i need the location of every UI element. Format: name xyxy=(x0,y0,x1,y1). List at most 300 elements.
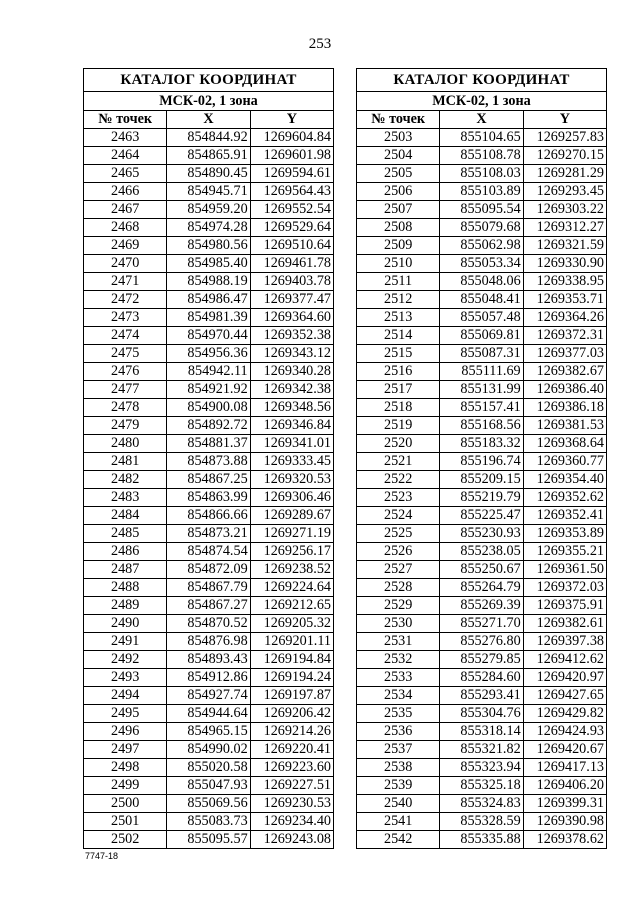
table-row xyxy=(84,219,334,237)
table-row xyxy=(84,651,334,669)
x-coordinate-cell: 855057.48 xyxy=(440,309,523,327)
point-number-cell: 2514 xyxy=(357,327,440,345)
y-coordinate-cell: 1269227.51 xyxy=(250,777,333,795)
y-coordinate-cell: 1269230.53 xyxy=(250,795,333,813)
y-coordinate-cell: 1269372.03 xyxy=(523,579,606,597)
table-row xyxy=(357,453,607,471)
x-coordinate-cell: 854986.47 xyxy=(167,291,250,309)
point-number-cell: 2464 xyxy=(84,147,167,165)
point-number-cell: 2516 xyxy=(357,363,440,381)
point-number-cell: 2463 xyxy=(84,129,167,147)
table-row xyxy=(84,327,334,345)
table-row xyxy=(357,813,607,831)
y-coordinate-cell: 1269364.26 xyxy=(523,309,606,327)
table-row xyxy=(84,471,334,489)
point-number-cell: 2541 xyxy=(357,813,440,831)
point-number-cell: 2538 xyxy=(357,759,440,777)
table-row xyxy=(84,525,334,543)
point-number-cell: 2512 xyxy=(357,291,440,309)
x-coordinate-cell: 855324.83 xyxy=(440,795,523,813)
table-row xyxy=(357,687,607,705)
x-coordinate-cell: 854870.52 xyxy=(167,615,250,633)
table-row xyxy=(357,615,607,633)
table-row xyxy=(357,291,607,309)
point-number-cell: 2509 xyxy=(357,237,440,255)
point-number-cell: 2526 xyxy=(357,543,440,561)
y-coordinate-cell: 1269355.21 xyxy=(523,543,606,561)
table-row xyxy=(357,435,607,453)
y-coordinate-cell: 1269406.20 xyxy=(523,777,606,795)
point-number-cell: 2507 xyxy=(357,201,440,219)
y-coordinate-cell: 1269197.87 xyxy=(250,687,333,705)
x-coordinate-cell: 854942.11 xyxy=(167,363,250,381)
x-coordinate-cell: 855276.80 xyxy=(440,633,523,651)
table-row xyxy=(84,381,334,399)
x-coordinate-cell: 855079.68 xyxy=(440,219,523,237)
point-number-cell: 2475 xyxy=(84,345,167,363)
point-number-cell: 2469 xyxy=(84,237,167,255)
y-coordinate-cell: 1269377.47 xyxy=(250,291,333,309)
table-row xyxy=(357,669,607,687)
table-row xyxy=(357,237,607,255)
table-row xyxy=(357,777,607,795)
x-coordinate-cell: 854927.74 xyxy=(167,687,250,705)
x-coordinate-cell: 855230.93 xyxy=(440,525,523,543)
table-row xyxy=(357,759,607,777)
x-coordinate-cell: 855108.03 xyxy=(440,165,523,183)
column-header-y: Y xyxy=(250,111,333,129)
x-coordinate-cell: 854956.36 xyxy=(167,345,250,363)
point-number-cell: 2513 xyxy=(357,309,440,327)
y-coordinate-cell: 1269243.08 xyxy=(250,831,333,849)
point-number-cell: 2530 xyxy=(357,615,440,633)
y-coordinate-cell: 1269594.61 xyxy=(250,165,333,183)
table-row xyxy=(357,381,607,399)
table-row xyxy=(357,651,607,669)
point-number-cell: 2470 xyxy=(84,255,167,273)
table-row xyxy=(357,489,607,507)
x-coordinate-cell: 854867.25 xyxy=(167,471,250,489)
x-coordinate-cell: 854863.99 xyxy=(167,489,250,507)
table-row xyxy=(357,273,607,291)
table-row xyxy=(357,399,607,417)
table-row xyxy=(357,507,607,525)
x-coordinate-cell: 854867.79 xyxy=(167,579,250,597)
table-row xyxy=(84,777,334,795)
column-header-x: X xyxy=(440,111,523,129)
table-row xyxy=(84,237,334,255)
point-number-cell: 2477 xyxy=(84,381,167,399)
y-coordinate-cell: 1269220.41 xyxy=(250,741,333,759)
point-number-cell: 2481 xyxy=(84,453,167,471)
y-coordinate-cell: 1269390.98 xyxy=(523,813,606,831)
x-coordinate-cell: 855111.69 xyxy=(440,363,523,381)
x-coordinate-cell: 854866.66 xyxy=(167,507,250,525)
y-coordinate-cell: 1269238.52 xyxy=(250,561,333,579)
point-number-cell: 2485 xyxy=(84,525,167,543)
y-coordinate-cell: 1269346.84 xyxy=(250,417,333,435)
point-number-cell: 2483 xyxy=(84,489,167,507)
x-coordinate-cell: 854873.21 xyxy=(167,525,250,543)
table-row xyxy=(357,345,607,363)
x-coordinate-cell: 854900.08 xyxy=(167,399,250,417)
x-coordinate-cell: 854912.86 xyxy=(167,669,250,687)
y-coordinate-cell: 1269427.65 xyxy=(523,687,606,705)
point-number-cell: 2482 xyxy=(84,471,167,489)
point-number-cell: 2499 xyxy=(84,777,167,795)
y-coordinate-cell: 1269417.13 xyxy=(523,759,606,777)
table-row xyxy=(357,183,607,201)
y-coordinate-cell: 1269348.56 xyxy=(250,399,333,417)
point-number-cell: 2534 xyxy=(357,687,440,705)
x-coordinate-cell: 854844.92 xyxy=(167,129,250,147)
x-coordinate-cell: 854876.98 xyxy=(167,633,250,651)
point-number-cell: 2535 xyxy=(357,705,440,723)
point-number-cell: 2520 xyxy=(357,435,440,453)
y-coordinate-cell: 1269281.29 xyxy=(523,165,606,183)
y-coordinate-cell: 1269194.24 xyxy=(250,669,333,687)
point-number-cell: 2504 xyxy=(357,147,440,165)
point-number-cell: 2480 xyxy=(84,435,167,453)
catalog-title: КАТАЛОГ КООРДИНАТ xyxy=(84,69,334,92)
table-row xyxy=(357,525,607,543)
x-coordinate-cell: 854980.56 xyxy=(167,237,250,255)
table-row xyxy=(84,831,334,849)
table-row xyxy=(357,561,607,579)
y-coordinate-cell: 1269429.82 xyxy=(523,705,606,723)
point-number-cell: 2487 xyxy=(84,561,167,579)
y-coordinate-cell: 1269368.64 xyxy=(523,435,606,453)
table-row xyxy=(357,327,607,345)
point-number-cell: 2471 xyxy=(84,273,167,291)
table-row xyxy=(84,165,334,183)
table-row xyxy=(357,363,607,381)
x-coordinate-cell: 855131.99 xyxy=(440,381,523,399)
catalog-title: КАТАЛОГ КООРДИНАТ xyxy=(357,69,607,92)
table-row xyxy=(84,543,334,561)
point-number-cell: 2510 xyxy=(357,255,440,273)
catalog-subtitle: МСК-02, 1 зона xyxy=(84,92,334,111)
point-number-cell: 2472 xyxy=(84,291,167,309)
point-number-cell: 2467 xyxy=(84,201,167,219)
table-row xyxy=(357,741,607,759)
x-coordinate-cell: 855323.94 xyxy=(440,759,523,777)
catalog-body xyxy=(84,129,334,849)
x-coordinate-cell: 855279.85 xyxy=(440,651,523,669)
table-row xyxy=(84,147,334,165)
x-coordinate-cell: 855209.15 xyxy=(440,471,523,489)
x-coordinate-cell: 855048.41 xyxy=(440,291,523,309)
y-coordinate-cell: 1269353.71 xyxy=(523,291,606,309)
table-row xyxy=(357,129,607,147)
point-number-cell: 2468 xyxy=(84,219,167,237)
x-coordinate-cell: 855062.98 xyxy=(440,237,523,255)
y-coordinate-cell: 1269420.67 xyxy=(523,741,606,759)
point-number-cell: 2493 xyxy=(84,669,167,687)
y-coordinate-cell: 1269340.28 xyxy=(250,363,333,381)
point-number-cell: 2542 xyxy=(357,831,440,849)
x-coordinate-cell: 855304.76 xyxy=(440,705,523,723)
point-number-cell: 2466 xyxy=(84,183,167,201)
point-number-cell: 2528 xyxy=(357,579,440,597)
point-number-cell: 2479 xyxy=(84,417,167,435)
y-coordinate-cell: 1269601.98 xyxy=(250,147,333,165)
point-number-cell: 2495 xyxy=(84,705,167,723)
x-coordinate-cell: 854981.39 xyxy=(167,309,250,327)
catalog-subtitle: МСК-02, 1 зона xyxy=(357,92,607,111)
x-coordinate-cell: 855264.79 xyxy=(440,579,523,597)
x-coordinate-cell: 855168.56 xyxy=(440,417,523,435)
x-coordinate-cell: 855335.88 xyxy=(440,831,523,849)
y-coordinate-cell: 1269352.38 xyxy=(250,327,333,345)
table-row xyxy=(84,489,334,507)
point-number-cell: 2517 xyxy=(357,381,440,399)
y-coordinate-cell: 1269352.62 xyxy=(523,489,606,507)
table-row xyxy=(84,201,334,219)
y-coordinate-cell: 1269257.83 xyxy=(523,129,606,147)
point-number-cell: 2505 xyxy=(357,165,440,183)
point-number-cell: 2491 xyxy=(84,633,167,651)
y-coordinate-cell: 1269510.64 xyxy=(250,237,333,255)
y-coordinate-cell: 1269205.32 xyxy=(250,615,333,633)
x-coordinate-cell: 854990.02 xyxy=(167,741,250,759)
x-coordinate-cell: 855238.05 xyxy=(440,543,523,561)
point-number-cell: 2501 xyxy=(84,813,167,831)
table-row xyxy=(84,561,334,579)
y-coordinate-cell: 1269375.91 xyxy=(523,597,606,615)
point-number-cell: 2490 xyxy=(84,615,167,633)
point-number-cell: 2494 xyxy=(84,687,167,705)
y-coordinate-cell: 1269333.45 xyxy=(250,453,333,471)
x-coordinate-cell: 855083.73 xyxy=(167,813,250,831)
column-header-point-number: № точек xyxy=(84,111,167,129)
x-coordinate-cell: 854945.71 xyxy=(167,183,250,201)
x-coordinate-cell: 854893.43 xyxy=(167,651,250,669)
point-number-cell: 2523 xyxy=(357,489,440,507)
point-number-cell: 2500 xyxy=(84,795,167,813)
point-number-cell: 2525 xyxy=(357,525,440,543)
x-coordinate-cell: 855069.56 xyxy=(167,795,250,813)
x-coordinate-cell: 855108.78 xyxy=(440,147,523,165)
y-coordinate-cell: 1269382.61 xyxy=(523,615,606,633)
table-row xyxy=(84,687,334,705)
y-coordinate-cell: 1269412.62 xyxy=(523,651,606,669)
table-row xyxy=(84,759,334,777)
x-coordinate-cell: 855293.41 xyxy=(440,687,523,705)
y-coordinate-cell: 1269381.53 xyxy=(523,417,606,435)
table-row xyxy=(84,507,334,525)
table-row xyxy=(357,255,607,273)
table-row xyxy=(84,255,334,273)
point-number-cell: 2524 xyxy=(357,507,440,525)
table-row xyxy=(357,831,607,849)
y-coordinate-cell: 1269529.64 xyxy=(250,219,333,237)
x-coordinate-cell: 855271.70 xyxy=(440,615,523,633)
table-row xyxy=(84,597,334,615)
table-row xyxy=(84,615,334,633)
y-coordinate-cell: 1269386.18 xyxy=(523,399,606,417)
table-row xyxy=(357,795,607,813)
y-coordinate-cell: 1269201.11 xyxy=(250,633,333,651)
x-coordinate-cell: 855020.58 xyxy=(167,759,250,777)
y-coordinate-cell: 1269397.38 xyxy=(523,633,606,651)
y-coordinate-cell: 1269353.89 xyxy=(523,525,606,543)
y-coordinate-cell: 1269403.78 xyxy=(250,273,333,291)
table-row xyxy=(84,579,334,597)
table-row xyxy=(357,417,607,435)
point-number-cell: 2511 xyxy=(357,273,440,291)
point-number-cell: 2536 xyxy=(357,723,440,741)
point-number-cell: 2506 xyxy=(357,183,440,201)
point-number-cell: 2476 xyxy=(84,363,167,381)
x-coordinate-cell: 854921.92 xyxy=(167,381,250,399)
table-row xyxy=(357,597,607,615)
x-coordinate-cell: 855095.57 xyxy=(167,831,250,849)
table-row xyxy=(84,273,334,291)
y-coordinate-cell: 1269399.31 xyxy=(523,795,606,813)
table-row xyxy=(357,471,607,489)
point-number-cell: 2465 xyxy=(84,165,167,183)
point-number-cell: 2489 xyxy=(84,597,167,615)
point-number-cell: 2519 xyxy=(357,417,440,435)
y-coordinate-cell: 1269293.45 xyxy=(523,183,606,201)
y-coordinate-cell: 1269256.17 xyxy=(250,543,333,561)
x-coordinate-cell: 855284.60 xyxy=(440,669,523,687)
y-coordinate-cell: 1269214.26 xyxy=(250,723,333,741)
point-number-cell: 2486 xyxy=(84,543,167,561)
x-coordinate-cell: 854959.20 xyxy=(167,201,250,219)
table-row xyxy=(84,345,334,363)
x-coordinate-cell: 854872.09 xyxy=(167,561,250,579)
x-coordinate-cell: 854965.15 xyxy=(167,723,250,741)
y-coordinate-cell: 1269360.77 xyxy=(523,453,606,471)
x-coordinate-cell: 855095.54 xyxy=(440,201,523,219)
y-coordinate-cell: 1269377.03 xyxy=(523,345,606,363)
table-row xyxy=(357,579,607,597)
table-row xyxy=(84,705,334,723)
x-coordinate-cell: 855047.93 xyxy=(167,777,250,795)
point-number-cell: 2518 xyxy=(357,399,440,417)
y-coordinate-cell: 1269354.40 xyxy=(523,471,606,489)
table-row xyxy=(84,291,334,309)
y-coordinate-cell: 1269343.12 xyxy=(250,345,333,363)
point-number-cell: 2532 xyxy=(357,651,440,669)
page-number: 253 xyxy=(308,36,332,52)
table-row xyxy=(84,813,334,831)
y-coordinate-cell: 1269361.50 xyxy=(523,561,606,579)
point-number-cell: 2474 xyxy=(84,327,167,345)
table-row xyxy=(84,417,334,435)
point-number-cell: 2492 xyxy=(84,651,167,669)
y-coordinate-cell: 1269289.67 xyxy=(250,507,333,525)
table-row xyxy=(84,741,334,759)
y-coordinate-cell: 1269352.41 xyxy=(523,507,606,525)
table-row xyxy=(357,219,607,237)
point-number-cell: 2503 xyxy=(357,129,440,147)
y-coordinate-cell: 1269372.31 xyxy=(523,327,606,345)
x-coordinate-cell: 855225.47 xyxy=(440,507,523,525)
y-coordinate-cell: 1269364.60 xyxy=(250,309,333,327)
x-coordinate-cell: 854944.64 xyxy=(167,705,250,723)
x-coordinate-cell: 854988.19 xyxy=(167,273,250,291)
x-coordinate-cell: 855048.06 xyxy=(440,273,523,291)
point-number-cell: 2488 xyxy=(84,579,167,597)
table-row xyxy=(84,129,334,147)
y-coordinate-cell: 1269321.59 xyxy=(523,237,606,255)
x-coordinate-cell: 854881.37 xyxy=(167,435,250,453)
table-row xyxy=(357,309,607,327)
table-row xyxy=(84,723,334,741)
table-row xyxy=(357,147,607,165)
table-row xyxy=(84,633,334,651)
x-coordinate-cell: 854970.44 xyxy=(167,327,250,345)
y-coordinate-cell: 1269270.15 xyxy=(523,147,606,165)
point-number-cell: 2531 xyxy=(357,633,440,651)
point-number-cell: 2522 xyxy=(357,471,440,489)
document-code: 7747-18 xyxy=(85,851,119,861)
y-coordinate-cell: 1269552.54 xyxy=(250,201,333,219)
y-coordinate-cell: 1269312.27 xyxy=(523,219,606,237)
x-coordinate-cell: 854985.40 xyxy=(167,255,250,273)
catalog-body xyxy=(357,129,607,849)
x-coordinate-cell: 854874.54 xyxy=(167,543,250,561)
table-row xyxy=(84,183,334,201)
point-number-cell: 2540 xyxy=(357,795,440,813)
point-number-cell: 2496 xyxy=(84,723,167,741)
x-coordinate-cell: 854890.45 xyxy=(167,165,250,183)
coordinate-catalog-table-right xyxy=(356,68,607,849)
x-coordinate-cell: 855328.59 xyxy=(440,813,523,831)
column-header-point-number: № точек xyxy=(357,111,440,129)
y-coordinate-cell: 1269382.67 xyxy=(523,363,606,381)
y-coordinate-cell: 1269420.97 xyxy=(523,669,606,687)
x-coordinate-cell: 855250.67 xyxy=(440,561,523,579)
table-row xyxy=(84,453,334,471)
coordinate-catalog-table-left xyxy=(83,68,334,849)
x-coordinate-cell: 854873.88 xyxy=(167,453,250,471)
y-coordinate-cell: 1269342.38 xyxy=(250,381,333,399)
y-coordinate-cell: 1269194.84 xyxy=(250,651,333,669)
x-coordinate-cell: 854974.28 xyxy=(167,219,250,237)
x-coordinate-cell: 855219.79 xyxy=(440,489,523,507)
y-coordinate-cell: 1269212.65 xyxy=(250,597,333,615)
point-number-cell: 2529 xyxy=(357,597,440,615)
table-row xyxy=(357,723,607,741)
x-coordinate-cell: 855321.82 xyxy=(440,741,523,759)
column-header-x: X xyxy=(167,111,250,129)
x-coordinate-cell: 854865.91 xyxy=(167,147,250,165)
y-coordinate-cell: 1269224.64 xyxy=(250,579,333,597)
x-coordinate-cell: 855069.81 xyxy=(440,327,523,345)
y-coordinate-cell: 1269234.40 xyxy=(250,813,333,831)
y-coordinate-cell: 1269378.62 xyxy=(523,831,606,849)
table-row xyxy=(357,633,607,651)
table-row xyxy=(84,399,334,417)
point-number-cell: 2537 xyxy=(357,741,440,759)
point-number-cell: 2473 xyxy=(84,309,167,327)
y-coordinate-cell: 1269461.78 xyxy=(250,255,333,273)
point-number-cell: 2527 xyxy=(357,561,440,579)
table-row xyxy=(84,669,334,687)
point-number-cell: 2478 xyxy=(84,399,167,417)
table-row xyxy=(357,165,607,183)
x-coordinate-cell: 854892.72 xyxy=(167,417,250,435)
table-row xyxy=(357,705,607,723)
y-coordinate-cell: 1269303.22 xyxy=(523,201,606,219)
y-coordinate-cell: 1269604.84 xyxy=(250,129,333,147)
y-coordinate-cell: 1269386.40 xyxy=(523,381,606,399)
y-coordinate-cell: 1269564.43 xyxy=(250,183,333,201)
